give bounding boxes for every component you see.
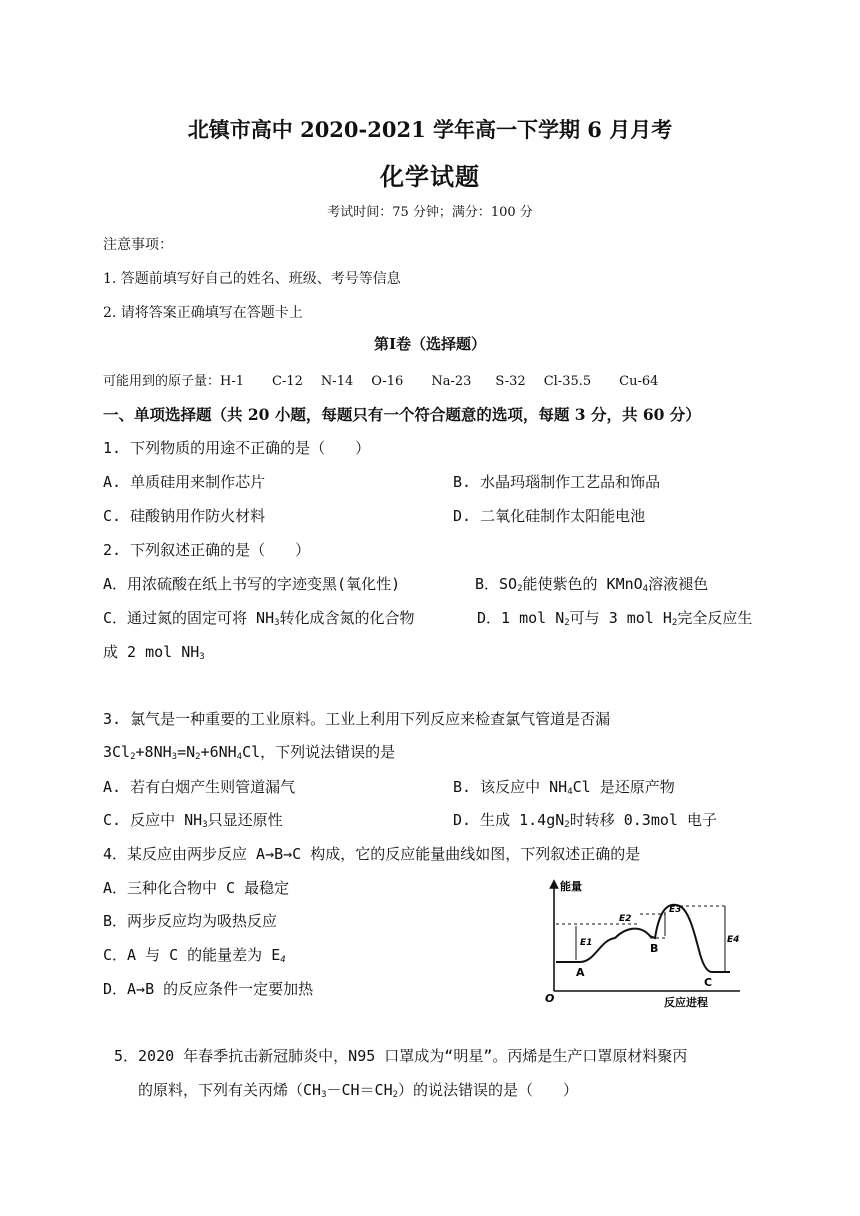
- point-a-label: A: [576, 966, 585, 979]
- q1-option-a: A. 单质硅用来制作芯片: [103, 473, 266, 491]
- point-b-label: B: [650, 942, 659, 955]
- part-heading: 一、单项选择题（共 20 小题，每题只有一个符合题意的选项，每题 3 分，共 60 分）: [103, 405, 701, 424]
- q4-option-a: A．三种化合物中 C 最稳定: [103, 879, 290, 897]
- q3-stem: 3. 氯气是一种重要的工业原料。工业上利用下列反应来检查氯气管道是否漏: [103, 710, 611, 728]
- atomic-mass-s: S-32: [495, 374, 526, 389]
- atomic-mass-line: [103, 370, 658, 389]
- atomic-mass-cl: Cl-35.5: [543, 374, 592, 389]
- atomic-mass-na: Na-23: [431, 374, 472, 389]
- atomic-mass-o: O-16: [371, 374, 404, 389]
- point-c-label: C: [704, 976, 713, 989]
- section-title: 第Ⅰ卷（选择题）: [373, 335, 487, 353]
- y-axis-label: 能量: [560, 880, 582, 893]
- atomic-mass-h: H-1: [220, 374, 245, 389]
- q2-option-d-continued: 成 2 mol $NH_3$: [103, 643, 205, 662]
- note-item-1: 1. 答题前填写好自己的姓名、班级、考号等信息: [103, 271, 401, 287]
- e2-label: E2: [619, 914, 632, 924]
- q3-option-c: C. 反应中 $NH_3$只显还原性: [103, 811, 283, 830]
- q2-option-c: C．通过氮的固定可将 $NH_3$转化成含氮的化合物: [103, 609, 415, 628]
- atomic-mass-c: C-12: [272, 374, 303, 389]
- atomic-mass-cu: Cu-64: [619, 374, 659, 389]
- x-axis-label: 反应进程: [664, 996, 708, 1009]
- q4-option-d: D．A→B 的反应条件一定要加热: [103, 980, 314, 998]
- q3-option-d: D. 生成 $1.4gN_2$时转移 0.3mol 电子: [453, 811, 717, 830]
- q3-option-b: B. 该反应中 $NH_4Cl$ 是还原产物: [453, 778, 675, 797]
- exam-title: 北镇市高中 2020-2021 学年高一下学期 6 月月考: [187, 117, 673, 142]
- q2-option-b: B．$SO_2$能使紫色的 KMnO$_4$溶液褪色: [475, 575, 709, 594]
- q3-equation: $3Cl_2+8NH_3=N_2+6NH_4Cl$，下列说法错误的是: [103, 743, 396, 762]
- energy-diagram: [540, 876, 755, 1011]
- q3-option-a: A. 若有白烟产生则管道漏气: [103, 778, 296, 796]
- e3-label: E3: [669, 905, 682, 915]
- q1-option-c: C. 硅酸钠用作防火材料: [103, 507, 266, 525]
- q2-option-d: D．1 mol $N_2$可与 3 mol $H_2$完全反应生: [477, 609, 753, 628]
- q4-stem: 4．某反应由两步反应 A→B→C 构成，它的反应能量曲线如图，下列叙述正确的是: [103, 845, 641, 863]
- q2-option-a: A．用浓硫酸在纸上书写的字迹变黑(氧化性): [103, 575, 401, 593]
- q2-stem: 2. 下列叙述正确的是（ ）: [103, 541, 311, 559]
- origin-label: O: [545, 992, 555, 1005]
- q1-option-b: B. 水晶玛瑙制作工艺品和饰品: [453, 473, 661, 491]
- q4-option-c: C．A 与 C 的能量差为 $E_4$: [103, 946, 286, 965]
- e1-label: E1: [580, 938, 593, 948]
- atomic-mass-n: N-14: [320, 374, 354, 389]
- e4-label: E4: [727, 935, 740, 945]
- exam-info: 考试时间：75 分钟；满分：100 分: [327, 205, 533, 220]
- exam-subtitle: 化学试题: [380, 162, 480, 191]
- notes-heading: 注意事项：: [103, 237, 173, 253]
- q1-option-d: D. 二氧化硅制作太阳能电池: [453, 507, 646, 525]
- q1-stem: 1. 下列物质的用途不正确的是（ ）: [103, 439, 371, 457]
- q4-option-b: B．两步反应均为吸热反应: [103, 912, 278, 930]
- q5-stem: 5．2020 年春季抗击新冠肺炎中，N95 口罩成为“明星”。丙烯是生产口罩原材料聚丙: [114, 1047, 688, 1065]
- atomic-mass-label: 可能用到的原子量：: [103, 374, 221, 389]
- note-item-2: 2. 请将答案正确填写在答题卡上: [103, 305, 303, 321]
- q5-stem-continued: 的原料，下列有关丙烯$(CH_3-CH=CH_2)$的说法错误的是（ ）: [138, 1081, 579, 1100]
